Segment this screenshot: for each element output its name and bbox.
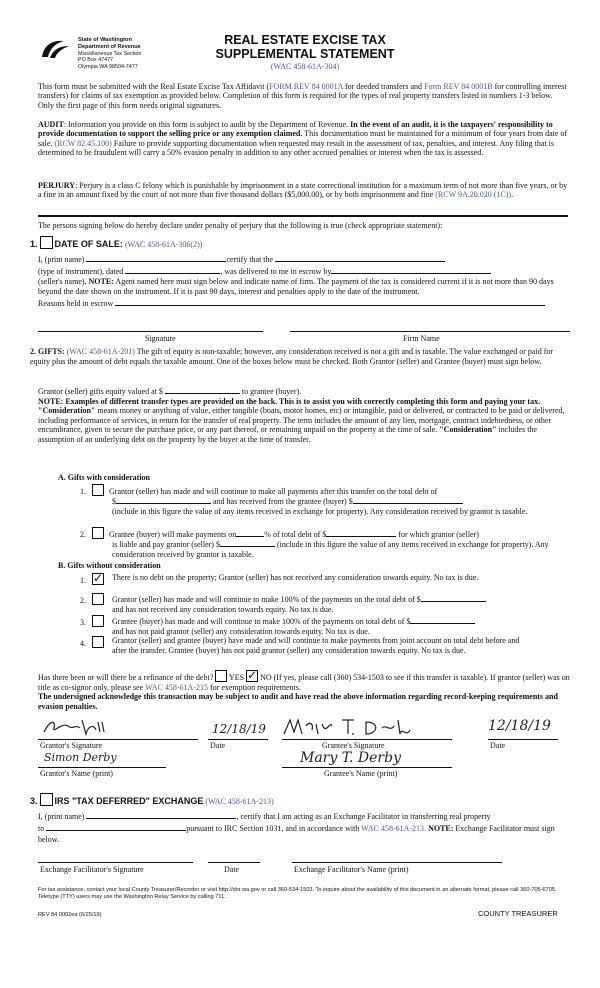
section-title: IRS "TAX DEFERRED" EXCHANGE: [54, 796, 204, 806]
label: certify that the: [226, 255, 274, 264]
option-a1-detail: $ and has received from the grantee (buyer) $ (include in this figure the value of any items received in exchange for property). Any consideration received by grantor is taxable.: [112, 495, 570, 516]
label: I, (print name): [38, 255, 85, 264]
option-b3-text: [112, 615, 572, 636]
audit-text: : Information you provide on this form is subject to audit by the Department of Revenue.: [63, 120, 349, 129]
perjury-label: PERJURY: [38, 181, 76, 190]
date-label: Date: [490, 741, 506, 750]
form-link-a[interactable]: FORM REV 84 0001A: [269, 82, 343, 91]
option-number: 1.: [80, 576, 86, 585]
note-label: NOTE:: [428, 824, 454, 834]
section-title: DATE OF SALE:: [54, 239, 123, 249]
gifts-without-consideration: B. Gifts without consideration: [58, 561, 161, 570]
definition: means money or anything of value, either tangible (boats, motor homes, etc) or intangible, paid or delivered, or contracted to be paid or delivered, including performance of services, in return for the transfer of real property. The term includes the amount of any lien, mortgage, contract indebtedness, or other encumbrance, given to secure the purchase price, or any part thereof, or remaining unpaid on the property at the time of sale.: [38, 406, 565, 435]
perjury-text: .: [511, 190, 514, 200]
option-b1-checkbox[interactable]: [92, 573, 104, 585]
wac-link[interactable]: (WAC 458-61A-306(2)): [124, 240, 203, 249]
option-b1-text: There is no debt on the property; Grantor (seller) has not received any consideration towards equity. No tax is due.: [112, 573, 479, 582]
checkmark-icon: ✓: [93, 571, 104, 585]
intro-text: for deeded transfers and: [342, 82, 423, 91]
term: "Consideration": [439, 425, 497, 435]
facilitator-signature-label: Exchange Facilitator's Signature: [40, 865, 144, 874]
option-text: and has not paid grantor (seller) any consideration towards equity. No tax is due.: [112, 626, 370, 636]
gifts-details: [38, 385, 570, 445]
rcw-link[interactable]: (RCW 9A.20.020 (1C)): [435, 190, 512, 200]
grantor-name-line[interactable]: [38, 767, 166, 768]
rcw-link[interactable]: (RCW 82.45.100): [54, 138, 112, 148]
county-treasurer: COUNTY TREASURER: [478, 909, 558, 918]
audit-text: This documentation must be maintained for a minimum of four years from date of sale.: [38, 129, 568, 148]
option-text: and has not received any consideration towards equity. No tax is due.: [112, 604, 334, 614]
gifts-with-consideration: A. Gifts with consideration: [58, 473, 150, 482]
percent-field[interactable]: [236, 528, 264, 537]
escrow-by-field[interactable]: [331, 265, 491, 274]
option-a2-detail: [112, 538, 570, 559]
title-line-1: REAL ESTATE EXCISE TAX: [224, 33, 386, 47]
date-label: Date: [210, 741, 226, 750]
grantee-date: 12/18/19: [488, 718, 551, 734]
instrument-field[interactable]: [275, 253, 445, 262]
perjury-text: : Perjury is a class C felony which is punishable by imprisonment in a state correctional institution for a maximum term of not more than five years, or by a fine in an amount fixed by the court of not more than five thousand dollars ($5,000.00), or by both imprisonment and fine: [38, 181, 568, 200]
option-b3-checkbox[interactable]: [92, 615, 104, 627]
section-tax-deferred: [30, 793, 570, 807]
audit-bold-text: In the event of an audit, it is the taxpayers' responsibility to provide documentation to support the selling price or any exemption claimed.: [38, 120, 553, 139]
gifts-text: The gift of equity is non-taxable; however, any consideration received is not a gift and is taxable. The value exchanged or paid for equity plus the amount of debt equals the taxable amount. One of the boxes below must be checked. Both Grantor (seller) and Grantee (buyer) must sign below.: [30, 347, 554, 366]
facilitator-name-field[interactable]: [86, 810, 236, 819]
refinance-yes-checkbox[interactable]: [215, 670, 227, 682]
dated-field[interactable]: [125, 265, 220, 274]
option-a1-checkbox[interactable]: [92, 484, 104, 496]
label: to: [38, 824, 45, 834]
facilitator-name-line[interactable]: [292, 862, 502, 863]
grantee-date-line[interactable]: [488, 739, 558, 740]
option-text: Grantor (seller) has made and will continue to make all payments after this transfer on the total debt of: [109, 487, 438, 496]
option-text: Grantee (buyer) has made and will continue to make 100% of the payments on total debt of $: [112, 617, 411, 626]
note-text: Agent named here must sign below and indicate name of firm. The payment of the tax is considered current if it is not more than 90 days beyond the date shown on the instrument. If it is past 90 days, interest and penalties apply to the date of the instrument.: [38, 277, 554, 296]
signature-line[interactable]: [38, 331, 263, 332]
received-field[interactable]: [353, 495, 463, 504]
label: (type of instrument), dated: [38, 267, 124, 276]
form-title: [180, 33, 430, 71]
debt-field[interactable]: [326, 528, 396, 537]
gifts-note: NOTE: Examples of different transfer types are provided on the back. This is to assist you with correctly completing this form and paying your tax.: [38, 396, 541, 406]
section-date-of-sale: [30, 236, 570, 250]
label: Grantor (seller) gifts equity valued at $: [38, 387, 163, 396]
facilitator-date-line[interactable]: [208, 862, 260, 863]
agency-line: Olympia WA 98504-7477: [78, 63, 138, 70]
option-text: (include in this figure the value of any items received in exchange for property). Any consideration received by grantor is taxable.: [112, 506, 528, 516]
wac-link[interactable]: WAC 458-61A-213.: [361, 824, 427, 834]
firm-label: Firm Name: [403, 334, 440, 343]
section-number: 3.: [30, 796, 38, 806]
option-number: 3.: [80, 618, 86, 627]
option-b2-checkbox[interactable]: [92, 593, 104, 605]
wac-link[interactable]: (WAC 458-61A-201): [66, 347, 135, 356]
grantor-signature-label: Grantor's Signature: [40, 741, 103, 750]
option-b4-text: Grantor (seller) and grantee (buyer) have made and will continue to make payments from joint account on total debt before and after the transfer. Grantee (buyer) has not paid grantor (seller) any consideration towards equity. No tax is due.: [112, 636, 520, 655]
checkmark-icon: ✓: [247, 668, 258, 682]
option-number: 1.: [80, 487, 86, 496]
option-text: Grantor (seller) has made and will continue to make 100% of the payments on the total debt of $: [112, 595, 421, 604]
label: YES: [228, 673, 245, 682]
option-number: 2.: [80, 530, 86, 539]
label: (seller's name).: [38, 277, 87, 286]
equity-field[interactable]: [165, 385, 240, 394]
term: "Consideration": [38, 406, 96, 416]
facilitator-name-label: Exchange Facilitator's Name (print): [294, 865, 409, 874]
title-wac: (WAC 458-61A-304): [270, 61, 340, 71]
grantor-date: 12/18/19: [212, 722, 266, 736]
definition: includes the assumption of an underlying debt on the property by the buyer at the time of transfer.: [38, 425, 537, 444]
footer-assistance: For tax assistance, contact your local County Treasurer/Recorder or visit http://dor.wa.gov or call 360-534-1503. To inquire about the availability of this document in an alternate format, please call 360-705-6705. Teletype (TTY) users may use the Washington Relay Service by calling 711.: [38, 887, 557, 901]
option-text: % of total debt of $: [264, 530, 327, 539]
label: pursuant to IRC Section 1031, and in accordance with: [186, 824, 360, 834]
option-b4-checkbox[interactable]: [92, 636, 104, 648]
note-label: NOTE:: [88, 277, 114, 286]
agency-line: Miscellaneous Tax Section: [78, 50, 142, 57]
audit-paragraph: [38, 120, 568, 158]
label: Exchange Facilitator must sign below.: [38, 824, 555, 844]
b3-debt-field[interactable]: [410, 615, 475, 624]
date-label: Date: [224, 865, 240, 874]
option-number: 4.: [80, 639, 86, 648]
option-text: Grantee (buyer) will make payments on: [109, 530, 237, 539]
form-id: REV 84 0002ea (6/25/19): [38, 912, 102, 918]
exchange-statement: [38, 810, 573, 845]
form-link-b[interactable]: Form REV 84 0001B: [424, 82, 493, 91]
label: NO (If yes, please call (360) 534-1503 to see if this transfer is taxable). If grantor (seller) was on title as co-signor only, please see: [38, 673, 570, 692]
signature-label: Signature: [145, 334, 176, 343]
firm-line[interactable]: [290, 331, 570, 332]
grantor-date-line[interactable]: [208, 739, 268, 740]
section-number: 1.: [30, 239, 38, 249]
divider: [38, 215, 568, 217]
option-a2-checkbox[interactable]: [92, 527, 104, 539]
option-text: and has received from the grantee (buyer) $: [213, 497, 353, 506]
facilitator-signature-line[interactable]: [38, 862, 193, 863]
label: I, (print name): [38, 812, 85, 821]
date-of-sale-checkbox[interactable]: [40, 236, 53, 249]
intro-text: This form must be submitted with the Real Estate Excise Tax Affidavit (: [38, 82, 270, 91]
option-text: is liable and pay grantor (seller) $: [112, 540, 220, 549]
agency-line: Department of Revenue: [78, 43, 141, 50]
section-number: 2.: [30, 347, 36, 356]
option-b2-text: [112, 593, 572, 614]
label: Has there been or will there be a refinance of the debt?: [38, 673, 214, 682]
dor-logo: [38, 37, 72, 61]
intro-text: for controlling interest transfers) for claims of tax exemption as provided below. Completion of this form is required for the types of real property transfers listed in numbers 1-3 below. Only the first page of this form needs original signatures.: [38, 82, 567, 110]
audit-label: AUDIT: [38, 120, 64, 129]
grantee-name-print: Mary T. Derby: [300, 750, 401, 766]
label: , was delivered to me in escrow by: [220, 267, 332, 276]
label: , certify that I am acting as an Exchange Facilitator in transferring real property: [236, 812, 491, 821]
grantee-signature-label: Grantee's Signature: [322, 741, 385, 750]
agency-line: PO Box 47477: [78, 57, 114, 64]
total-debt-field[interactable]: [116, 495, 211, 504]
option-text: for which grantor (seller): [398, 530, 479, 539]
b2-debt-field[interactable]: [421, 593, 486, 602]
option-text: (include in this figure the value of any items received in exchange for property). Any consideration received by grantor is taxable.: [112, 540, 549, 559]
label: to grantee (buyer).: [241, 387, 302, 396]
wac-link[interactable]: (WAC 458-61A-213): [205, 797, 274, 806]
wac-link[interactable]: WAC 458-61A-215: [145, 682, 208, 692]
tax-deferred-checkbox[interactable]: [40, 793, 53, 806]
option-number: 2.: [80, 596, 86, 605]
print-name-field[interactable]: [86, 253, 226, 262]
grantee-name-label: Grantee's Name (print): [324, 769, 398, 778]
section-gifts: [30, 347, 568, 366]
escrow-statement: [38, 253, 573, 309]
agency-line: State of Washington: [78, 37, 132, 43]
audit-text: Failure to provide supporting documentation when requested may result in the assessment of tax, penalties, and interest. Any filing that is determined to be fraudulent will carry a 50% evasion penalty in addition to any other accrued penalties or interest when the tax is assessed.: [38, 138, 554, 158]
perjury-paragraph: [38, 181, 568, 200]
reasons-field[interactable]: [115, 297, 545, 306]
agency-address: [78, 37, 141, 70]
refinance-no-checkbox[interactable]: [246, 670, 258, 682]
section-title: GIFTS:: [38, 347, 65, 356]
grantee-name-line[interactable]: [282, 767, 452, 768]
title-line-2: SUPPLEMENTAL STATEMENT: [215, 47, 395, 62]
label: Reasons held in escrow: [38, 299, 114, 308]
acknowledgement: The undersigned acknowledge this transaction may be subject to audit and have read the above information regarding record-keeping requirements and evasion penalties.: [38, 692, 558, 711]
transfer-to-field[interactable]: [46, 822, 186, 831]
intro-paragraph: [38, 82, 568, 110]
refinance-question: [38, 670, 570, 711]
grantor-signature-line[interactable]: [38, 739, 198, 740]
grantor-name-print: Simon Derby: [44, 751, 117, 764]
declaration: The persons signing below do hereby declare under penalty of perjury that the following is true (check appropriate statement):: [38, 221, 443, 230]
label: for exemption requirements.: [207, 682, 301, 692]
grantee-signature-line[interactable]: [282, 739, 452, 740]
grantor-name-label: Grantor's Name (print): [40, 769, 113, 778]
pay-field[interactable]: [220, 538, 275, 547]
